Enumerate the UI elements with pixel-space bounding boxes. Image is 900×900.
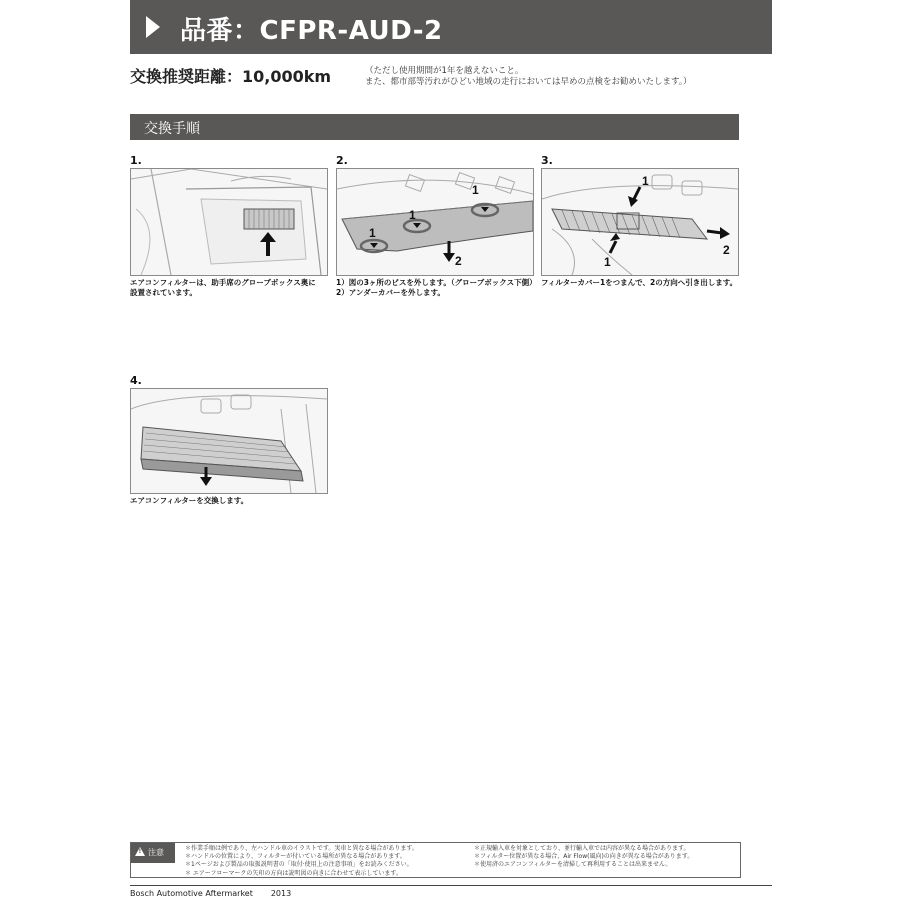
step-2-label-1b: 1	[409, 208, 416, 222]
step-2-label-1a: 1	[369, 226, 376, 240]
step-1-caption-line2: 設置されています。	[130, 288, 197, 297]
step-4-caption-line1: エアコンフィルターを交換します。	[130, 496, 249, 505]
notes-left	[185, 845, 418, 878]
step-3-caption-line1: フィルターカバー1をつまんで、2の方向へ引き出します。	[541, 278, 738, 287]
play-triangle-icon	[146, 16, 160, 38]
step-3-label-2: 2	[723, 243, 730, 257]
caution-badge	[131, 843, 175, 863]
step-3-label-1a: 1	[642, 174, 649, 188]
step-2-caption	[336, 278, 536, 298]
footer	[130, 889, 291, 898]
step-2-caption-line1: 1）図の3ヶ所のビスを外します。（グローブボックス下側）	[336, 278, 537, 287]
page-title: 品番：CFPR-AUD-2	[180, 16, 443, 46]
note-right-2: ＊フィルター位置が異なる場合、Air Flow(風向)の向きが異なる場合があります。	[474, 853, 694, 861]
note-right-3: ＊使用済のエアコンフィルターを清掃して再利用することは出来ません。	[474, 861, 672, 869]
caution-label: 注意	[148, 848, 164, 857]
step-3-number: 3.	[541, 154, 553, 167]
notes-box	[130, 842, 741, 878]
step-1-caption	[130, 278, 330, 298]
replacement-interval: 交換推奨距離：10,000km	[130, 67, 332, 86]
step-2-caption-line2: 2）アンダーカバーを外します。	[336, 288, 445, 297]
section-title: 交換手順	[144, 121, 200, 137]
step-2-label-1c: 1	[472, 183, 479, 197]
interval-note-line2: また、都市部等汚れがひどい地域の走行においては早めの点検をお勧めいたします。）	[365, 77, 692, 87]
note-left-4: ＊ エアーフローマークの矢印の方向は説明図の向きに合わせて表示しています。	[185, 869, 402, 877]
step-2-figure	[336, 168, 534, 276]
step-2-number: 2.	[336, 154, 348, 167]
note-left-2: ＊ハンドルの位置により、フィルターが付いている場所が異なる場合があります。	[185, 853, 406, 861]
step-3-figure	[541, 168, 739, 276]
step-4-figure	[130, 388, 328, 494]
footer-year: 2013	[270, 889, 292, 898]
warning-icon	[135, 847, 145, 856]
note-left-1: ＊作業手順は例であり、左ハンドル車のイラストです。実車と異なる場合があります。	[185, 845, 418, 852]
step-1-number: 1.	[130, 154, 142, 167]
notes-right	[474, 845, 693, 870]
footer-company: Bosch Automotive Aftermarket	[130, 889, 253, 898]
step-2-label-2: 2	[455, 254, 462, 268]
footer-divider	[130, 885, 772, 886]
note-right-1: ＊正規輸入車を対象としており、並行輸入車では内容が異なる場合があります。	[474, 845, 690, 852]
step-4-number: 4.	[130, 374, 142, 387]
step-3-label-1b: 1	[604, 255, 611, 269]
interval-note-line1: （ただし使用期間が1年を越えないこと。	[365, 66, 524, 76]
interval-note	[365, 66, 692, 88]
step-1-caption-line1: エアコンフィルターは、助手席のグローブボックス奥に	[130, 278, 316, 287]
step-4-caption	[130, 496, 340, 506]
step-3-caption	[541, 278, 751, 288]
header-bar	[130, 0, 772, 54]
step-1-figure	[130, 168, 328, 276]
section-bar	[130, 114, 739, 140]
note-left-3: ＊1ページおよび製品の取扱説明書の「取付·使用上の注意事項」をお読みください。	[185, 861, 413, 869]
